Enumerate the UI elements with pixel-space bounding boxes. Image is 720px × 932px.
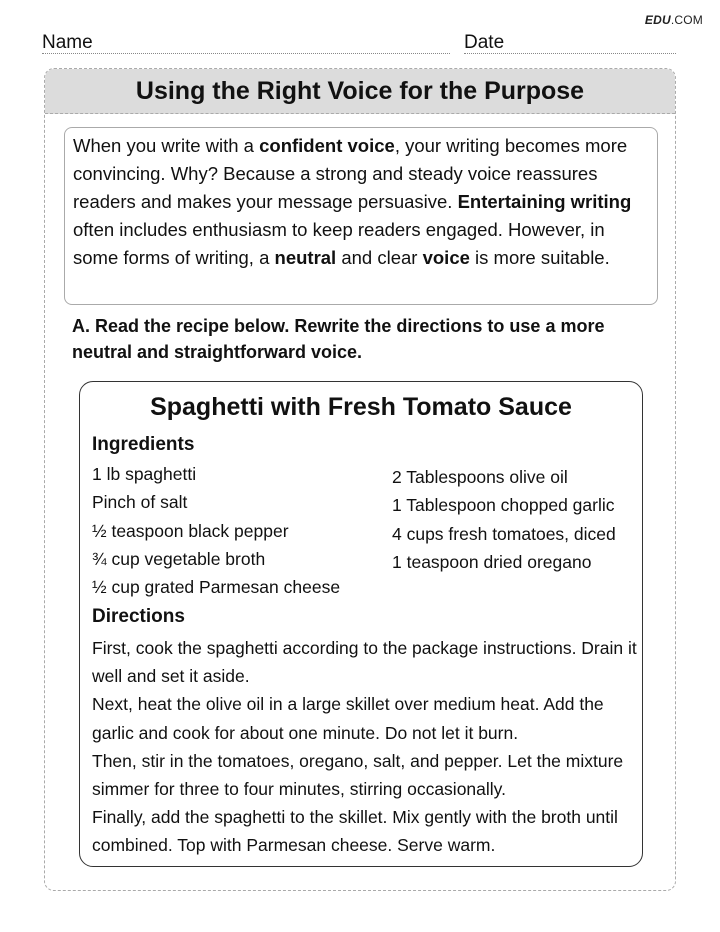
intro-bold-term: neutral bbox=[274, 247, 337, 268]
intro-text-segment: is more suitable. bbox=[469, 247, 610, 268]
ingredient-item: 2 Tablespoons olive oil bbox=[392, 467, 568, 487]
worksheet-title: Using the Right Voice for the Purpose bbox=[45, 69, 675, 114]
ingredient-item: ½ teaspoon black pepper bbox=[92, 520, 289, 541]
ingredient-item: ½ cup grated Parmesan cheese bbox=[92, 577, 341, 598]
intro-bold-term: confident voice bbox=[259, 135, 395, 156]
ingredients-heading: Ingredients bbox=[92, 434, 195, 455]
ingredients-right-list bbox=[392, 463, 616, 576]
directions-heading: Directions bbox=[92, 606, 185, 627]
name-field[interactable] bbox=[42, 33, 450, 54]
intro-text-segment: and clear bbox=[336, 247, 423, 268]
ingredient-item: 1 teaspoon dried oregano bbox=[392, 551, 592, 572]
direction-step: First, cook the spaghetti according to the package instructions. Drain it well and set it aside. bbox=[92, 638, 637, 687]
ingredient-item: 1 Tablespoon chopped garlic bbox=[392, 495, 615, 516]
site-logo bbox=[645, 13, 703, 27]
logo-rest: .COM bbox=[670, 13, 703, 27]
direction-step: Then, stir in the tomatoes, oregano, salt, and pepper. Let the mixture simmer for three to four minutes, stirring occasionally. bbox=[92, 750, 624, 800]
recipe-card bbox=[79, 381, 643, 867]
intro-text-segment: often includes enthusiasm to keep readers engaged. However, in some forms of writing, a bbox=[73, 219, 605, 268]
directions-list bbox=[92, 634, 638, 860]
direction-step: Next, heat the olive oil in a large skillet over medium heat. Add the garlic and cook for about one minute. Do not let it burn. bbox=[92, 694, 604, 743]
ingredient-item: 4 cups fresh tomatoes, diced bbox=[392, 523, 616, 544]
logo-bold: EDU bbox=[644, 13, 671, 27]
date-field[interactable] bbox=[464, 33, 676, 54]
intro-text-segment: When you write with a bbox=[73, 135, 260, 156]
ingredient-item: 1 lb spaghetti bbox=[92, 464, 197, 484]
date-label: Date bbox=[464, 32, 505, 53]
intro-bold-term: voice bbox=[422, 247, 470, 268]
intro-box bbox=[64, 127, 658, 305]
ingredient-item: ¾ cup vegetable broth bbox=[92, 548, 266, 569]
worksheet-panel bbox=[44, 68, 676, 891]
instruction-text: A. Read the recipe below. Rewrite the directions to use a more neutral and straightforward voice. bbox=[72, 316, 605, 362]
recipe-title: Spaghetti with Fresh Tomato Sauce bbox=[150, 393, 572, 421]
ingredient-item: Pinch of salt bbox=[92, 492, 188, 513]
direction-step: Finally, add the spaghetti to the skillet. Mix gently with the broth until combined. Top with Parmesan cheese. Serve warm. bbox=[92, 807, 618, 856]
intro-bold-term: Entertaining writing bbox=[457, 191, 632, 212]
intro-text-segment: , your writing becomes more convincing. Why? Because a strong and steady voice reassures readers and makes your message persuasive. bbox=[73, 135, 628, 212]
name-label: Name bbox=[42, 32, 93, 53]
ingredients-left-list bbox=[92, 460, 340, 601]
